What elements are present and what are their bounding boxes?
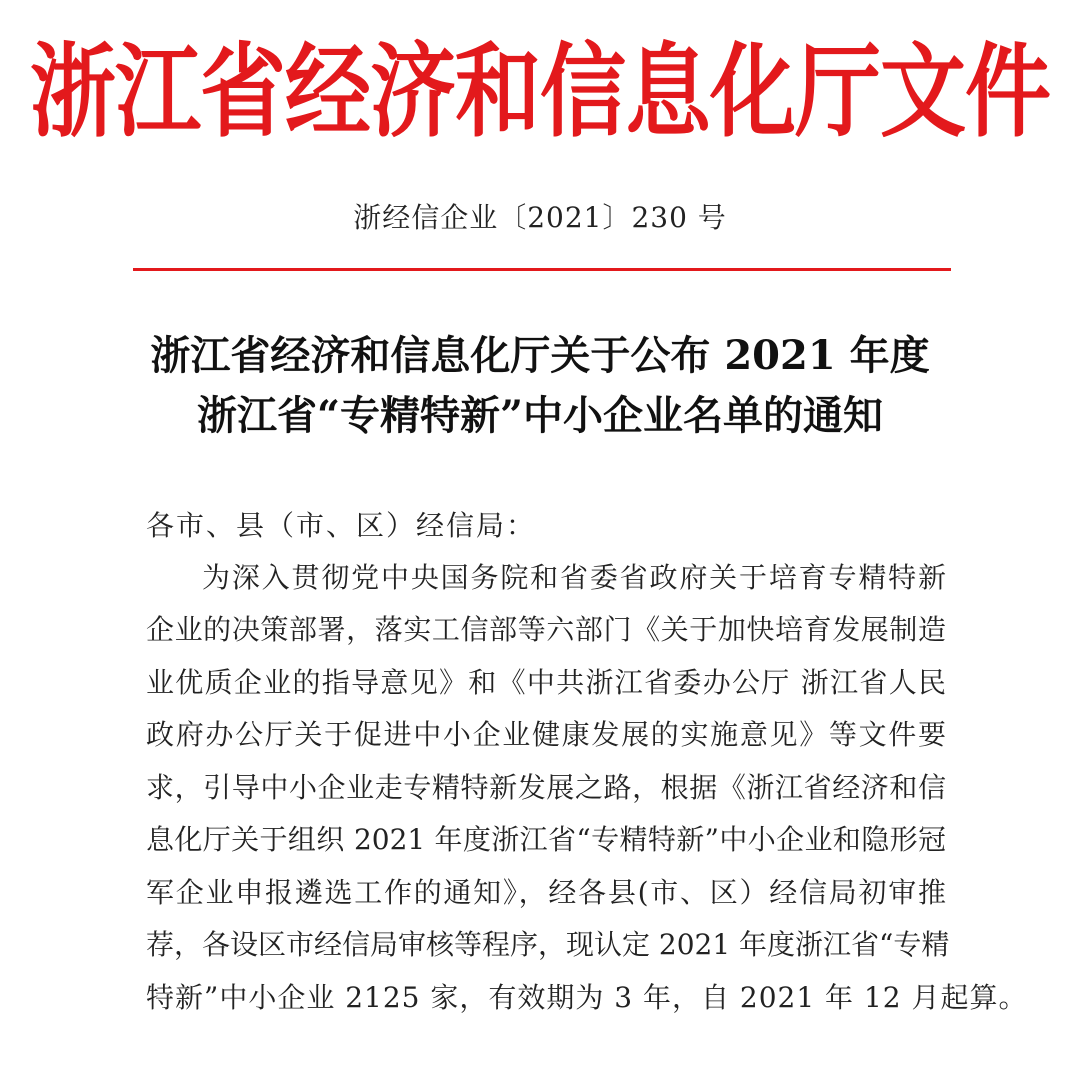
notice-title-line-1: 浙江省经济和信息化厅关于公布 2021 年度 (150, 332, 930, 379)
body-paragraph-line: 求，引导中小企业走专精特新发展之路，根据《浙江省经济和信 (146, 771, 946, 804)
notice-title-line-2: 浙江省“专精特新”中小企业名单的通知 (196, 392, 883, 439)
body-paragraph-line: 业优质企业的指导意见》和《中共浙江省委办公厅 浙江省人民 (146, 666, 946, 699)
body-paragraph-line: 企业的决策部署，落实工信部等六部门《关于加快培育发展制造 (146, 613, 946, 646)
body-paragraph-line: 为深入贯彻党中央国务院和省委省政府关于培育专精特新 (202, 561, 946, 594)
body-paragraph-line: 息化厅关于组织 2021 年度浙江省“专精特新”中小企业和隐形冠 (146, 823, 946, 856)
body-paragraph-line: 政府办公厅关于促进中小企业健康发展的实施意见》等文件要 (146, 718, 946, 751)
red-divider-line (133, 268, 951, 271)
document-number: 浙经信企业〔2021〕230 号 (353, 201, 727, 234)
body-paragraph-line: 特新”中小企业 2125 家，有效期为 3 年，自 2021 年 12 月起算。 (146, 981, 1028, 1014)
body-paragraph-line: 军企业申报遴选工作的通知》，经各县(市、区）经信局初审推 (146, 876, 946, 909)
document-masthead: 浙江省经济和信息化厅文件 (30, 32, 1050, 152)
body-paragraph-line: 荐，各设区市经信局审核等程序，现认定 2021 年度浙江省“专精 (146, 928, 950, 961)
salutation: 各市、县（市、区）经信局： (146, 509, 537, 542)
